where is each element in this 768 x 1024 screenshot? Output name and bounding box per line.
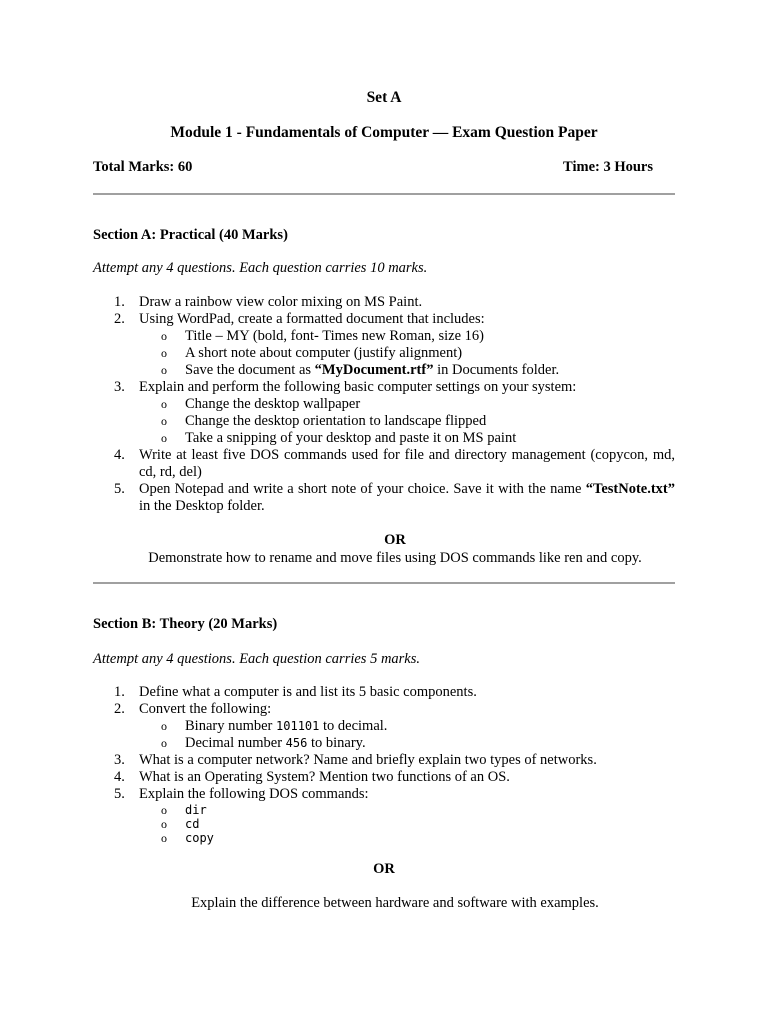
question-text: What is a computer network? Name and briefly explain two types of networks. — [139, 752, 597, 768]
question-number: 1. — [114, 684, 125, 700]
bullet-icon: o — [161, 397, 167, 411]
question-text: Explain the following DOS commands: — [139, 786, 369, 802]
divider — [93, 193, 675, 195]
question-number: 1. — [114, 294, 125, 310]
sub-list — [139, 803, 675, 845]
question-item — [93, 752, 675, 769]
sub-item — [139, 396, 675, 413]
bullet-icon: o — [161, 431, 167, 445]
set-title: Set A — [366, 89, 402, 106]
bullet-icon: o — [161, 803, 167, 817]
bullet-icon: o — [161, 329, 167, 343]
sub-list — [139, 328, 675, 379]
sub-item-text: in Documents folder. — [433, 362, 560, 378]
code-value: 101101 — [276, 719, 320, 733]
question-number: 5. — [114, 786, 125, 802]
sub-item — [139, 430, 675, 447]
sub-item-text: A short note about computer (justify alignment) — [185, 345, 463, 361]
question-item — [93, 684, 675, 701]
sub-item — [139, 413, 675, 430]
module-title: Module 1 - Fundamentals of Computer — Exam Question Paper — [170, 124, 598, 141]
sub-item — [139, 362, 675, 379]
question-number: 5. — [114, 481, 125, 497]
question-text: Using WordPad, create a formatted document that includes: — [139, 311, 485, 327]
question-number: 3. — [114, 752, 125, 768]
question-text: Write at least five DOS commands used for file and directory management (copycon, md, cd, rd, del) — [139, 447, 675, 480]
question-item — [93, 769, 675, 786]
section-a-instruction: Attempt any 4 questions. Each question carries 10 marks. — [93, 260, 428, 276]
sub-list — [139, 396, 675, 447]
question-item — [93, 701, 675, 752]
filename: “MyDocument.rtf” — [314, 362, 434, 378]
section-b-heading: Section B: Theory (20 Marks) — [93, 616, 278, 632]
section-a-heading: Section A: Practical (40 Marks) — [93, 227, 288, 243]
question-text: Define what a computer is and list its 5 basic components. — [139, 684, 477, 700]
sub-list — [139, 718, 675, 752]
sub-item — [139, 817, 675, 831]
question-item — [93, 294, 675, 311]
code-value: cd — [185, 817, 200, 831]
sub-item — [139, 345, 675, 362]
code-value: 456 — [285, 736, 308, 750]
code-value: dir — [185, 803, 207, 817]
sub-item — [139, 735, 675, 752]
bullet-icon: o — [161, 414, 167, 428]
question-item — [93, 311, 675, 379]
sub-item-text: Decimal number — [185, 735, 286, 751]
question-number: 4. — [114, 769, 125, 785]
sub-item — [139, 831, 675, 845]
section-b-questions — [93, 684, 675, 845]
sub-item — [139, 803, 675, 817]
alternative-question: Demonstrate how to rename and move files using DOS commands like ren and copy. — [148, 550, 642, 566]
bullet-icon: o — [161, 346, 167, 360]
question-number: 2. — [114, 311, 125, 327]
section-b-instruction: Attempt any 4 questions. Each question carries 5 marks. — [93, 651, 421, 667]
filename: “TestNote.txt” — [585, 481, 675, 497]
question-item — [93, 379, 675, 447]
question-text: Convert the following: — [139, 701, 272, 717]
question-number: 4. — [114, 447, 125, 463]
question-text: in the Desktop folder. — [139, 498, 265, 514]
or-label: OR — [373, 861, 395, 877]
sub-item-text: Binary number — [185, 718, 277, 734]
alternative-question: Explain the difference between hardware and software with examples. — [191, 895, 599, 911]
sub-item-text: Save the document as — [185, 362, 315, 378]
or-label: OR — [384, 532, 406, 548]
question-item — [93, 786, 675, 845]
sub-item-text: to decimal. — [319, 718, 388, 734]
question-item — [93, 481, 675, 515]
sub-item-text: Change the desktop orientation to landscape flipped — [185, 413, 487, 429]
question-text: Open Notepad and write a short note of your choice. Save it with the name — [139, 481, 586, 497]
sub-item-text: to binary. — [307, 735, 366, 751]
sub-item-text: Take a snipping of your desktop and paste it on MS paint — [185, 430, 517, 446]
bullet-icon: o — [161, 363, 167, 377]
section-a-questions — [93, 294, 675, 515]
sub-item — [139, 328, 675, 345]
sub-item — [139, 718, 675, 735]
question-text: What is an Operating System? Mention two functions of an OS. — [139, 769, 510, 785]
code-value: copy — [185, 831, 214, 845]
question-number: 3. — [114, 379, 125, 395]
bullet-icon: o — [161, 719, 167, 733]
divider — [93, 582, 675, 584]
sub-item-text: Title – MY (bold, font- Times new Roman, size 16) — [185, 328, 484, 344]
exam-time: Time: 3 Hours — [563, 159, 653, 175]
question-text: Explain and perform the following basic computer settings on your system: — [139, 379, 577, 395]
bullet-icon: o — [161, 817, 167, 831]
question-item — [93, 447, 675, 481]
sub-item-text: Change the desktop wallpaper — [185, 396, 361, 412]
question-number: 2. — [114, 701, 125, 717]
total-marks: Total Marks: 60 — [93, 159, 193, 175]
question-text: Draw a rainbow view color mixing on MS Paint. — [139, 294, 423, 310]
bullet-icon: o — [161, 831, 167, 845]
bullet-icon: o — [161, 736, 167, 750]
